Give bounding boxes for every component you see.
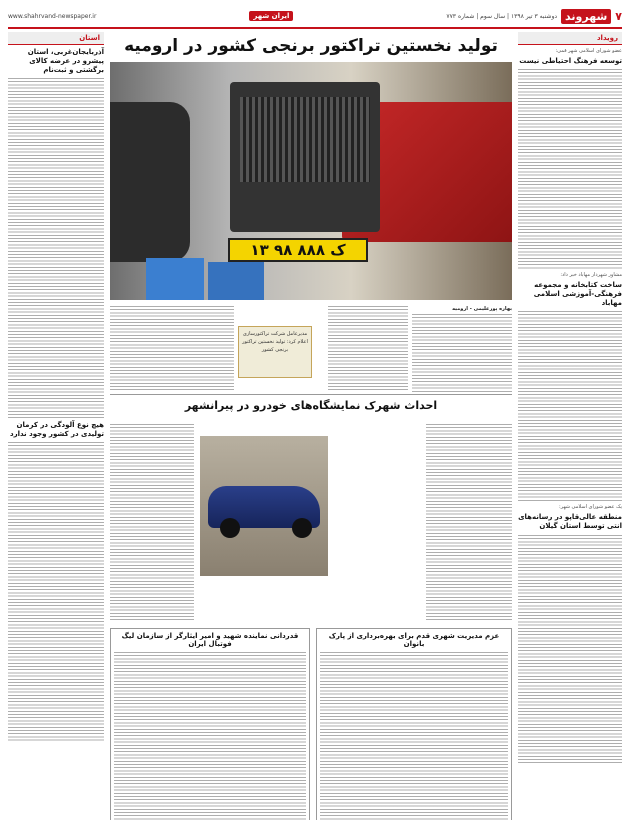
second-headline: احداث شهرک نمایشگاه‌های خودرو در پیرانشهر	[110, 394, 512, 416]
main-headline: تولید نخستین تراکتور برنجی کشور در ارومیه	[124, 36, 498, 56]
car-wheel	[220, 518, 240, 538]
tractor-wheel	[110, 102, 190, 262]
car-article-col-1	[426, 424, 512, 620]
bottom-box-2-title: قدردانی نماینده شهید و امیر ایثارگر از سازمان لیگ فوتبال ایران	[121, 632, 299, 648]
bottom-box-2-text	[114, 652, 306, 820]
left-headline-1: آذربایجان‌غربی، استان پیشرو در عرضه کالای برگشتی و ثبت‌نام	[27, 48, 104, 75]
right-column	[518, 32, 622, 814]
bottom-box-1-title: عزم مدیریت شهری قدم برای بهره‌برداری از پارک بانوان	[328, 632, 500, 648]
right-section-title: رویداد	[518, 32, 622, 45]
date-line: دوشنبه ۳ تیر ۱۳۹۸ | سال سوم | شماره ۷۷۳	[446, 12, 558, 20]
tractor-grill	[230, 82, 380, 232]
right-kicker-1: عضو شورای اسلامی شهر قمی:	[555, 48, 622, 54]
tractor-photo	[110, 62, 512, 300]
right-body-1	[518, 69, 622, 269]
top-rule	[8, 27, 622, 29]
right-body-3	[518, 535, 622, 765]
right-headline-1: توسعه فرهنگ احتیاطی نیست	[519, 57, 622, 65]
right-kicker-3: یک عضو شورای اسلامی شهر:	[559, 504, 622, 511]
left-section-title: استان	[8, 32, 104, 45]
article-text	[412, 314, 512, 392]
car-photo	[200, 436, 328, 576]
bottom-box-1	[316, 628, 512, 820]
page-number: ۷	[615, 9, 622, 23]
license-plate: ۱۳ ک ۸۸۸ ۹۸	[228, 238, 368, 262]
car-article-col-2	[110, 424, 194, 620]
right-headline-2: ساخت کتابخانه و مجموعه فرهنگی-آموزشی اسلامی مهاباد	[533, 281, 622, 308]
bottom-box-1-text	[320, 652, 508, 820]
masthead-brand	[446, 9, 622, 24]
right-kicker-2: مشاور شهردار مهاباد خبر داد:	[560, 272, 622, 279]
car-wheel	[292, 518, 312, 538]
main-area	[110, 32, 512, 814]
right-headline-3: منطقه عالی‌قاپو در رسانه‌های انتی توسط استان گیلان	[518, 513, 622, 531]
bottom-box-2	[110, 628, 310, 820]
article-text	[328, 306, 408, 392]
article-text	[110, 306, 234, 392]
blue-crate	[146, 258, 204, 300]
main-article-col-1	[412, 306, 512, 394]
masthead	[8, 6, 622, 26]
main-article-col-3	[110, 306, 234, 394]
pull-quote: مدیرعامل شرکت تراکتورسازی اعلام کرد: تولید نخستین تراکتور برنجی کشور	[238, 326, 312, 378]
left-body-2	[8, 442, 104, 742]
left-headline-2: هیچ نوع آلودگی در کرمان تولیدی در کشور وجود ندارد	[9, 421, 104, 439]
brand-logo: شهروند	[561, 9, 611, 24]
left-column	[8, 32, 104, 814]
left-body-1	[8, 78, 104, 418]
main-article-col-2	[328, 306, 408, 394]
right-body-2	[518, 311, 622, 501]
byline: بهاره پورعلیمی - ارومیه	[452, 306, 512, 312]
blue-crate	[208, 262, 264, 300]
section-badge: ایران شهر	[249, 11, 293, 21]
website-url: www.shahrvand-newspaper.ir	[8, 12, 97, 20]
